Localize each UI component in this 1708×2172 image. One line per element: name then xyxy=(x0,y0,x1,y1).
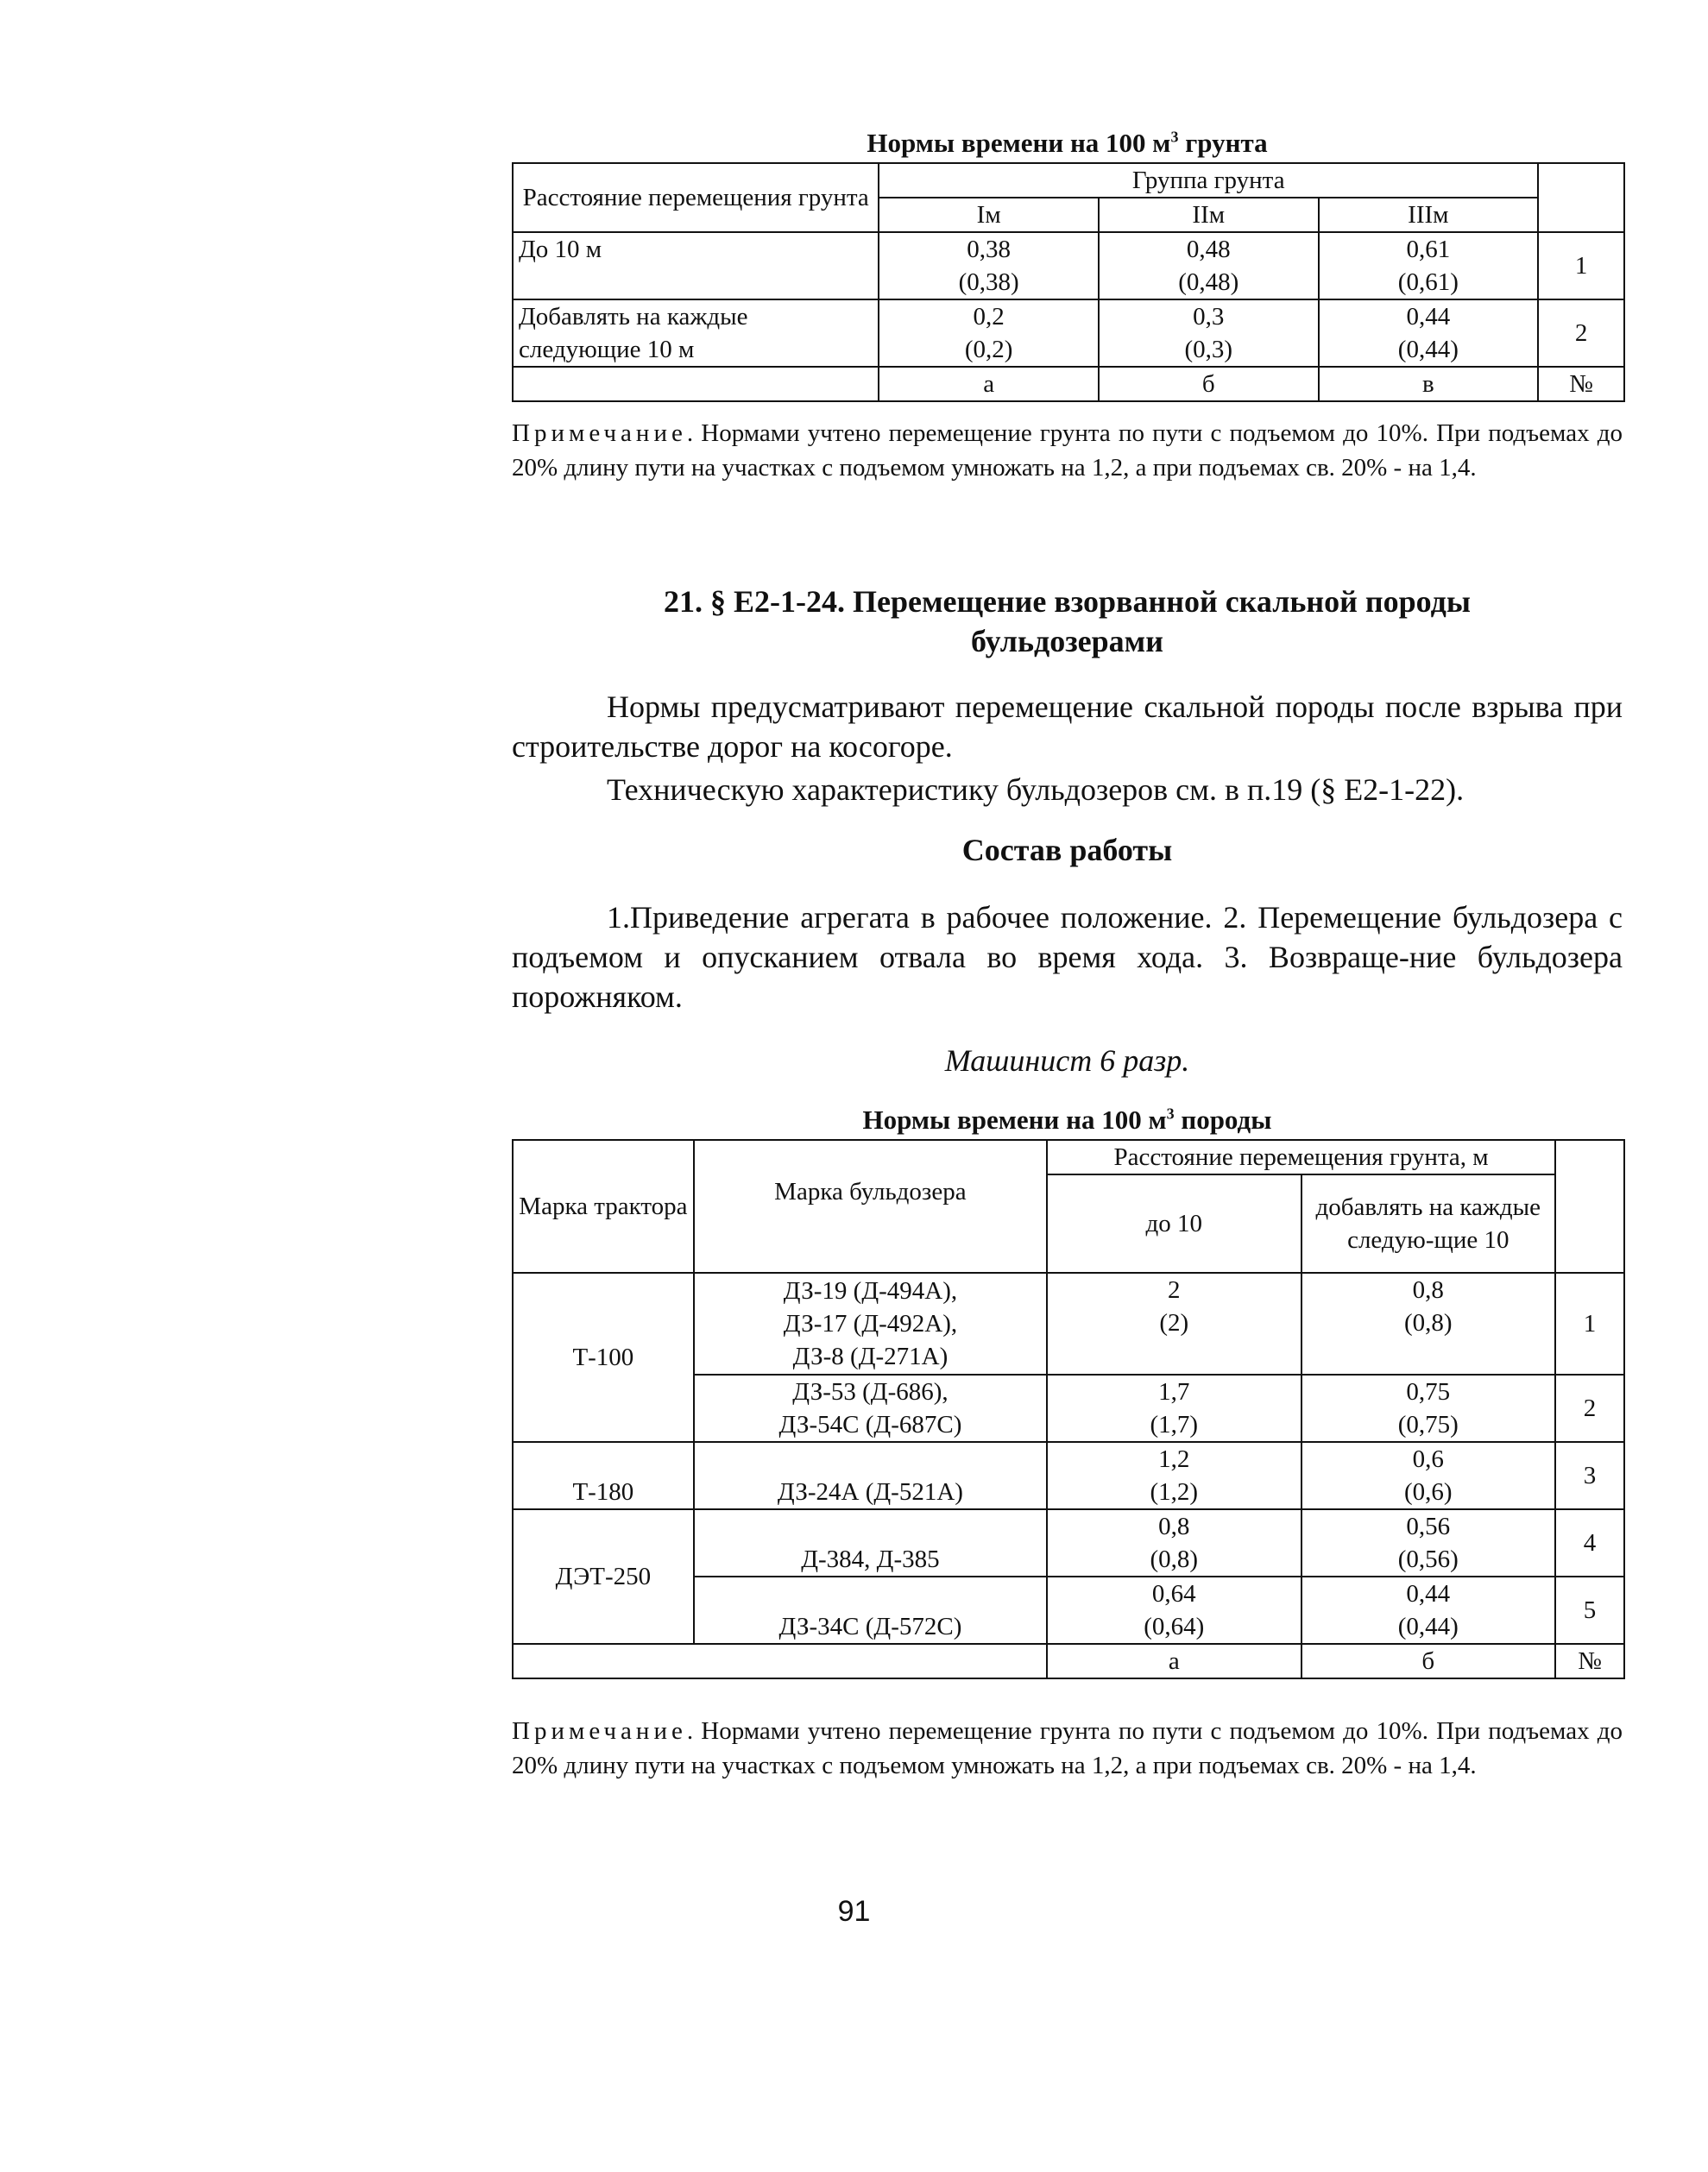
t1-row1-label: До 10 м xyxy=(513,232,879,299)
table1-caption-sup: 3 xyxy=(1170,128,1179,146)
t1-letter-b: б xyxy=(1099,367,1319,401)
t2-bulldozer-cell xyxy=(694,1442,1047,1509)
t2-header-tractor: Марка трактора xyxy=(513,1140,694,1273)
bulldozer-line: ДЗ-17 (Д-492А), xyxy=(783,1310,958,1338)
bulldozer-line: ДЗ-34С (Д-572С) xyxy=(778,1613,962,1640)
t1-row2-cell xyxy=(879,299,1099,367)
cell-alt: (0,75) xyxy=(1397,1411,1459,1439)
cell-alt: (0,61) xyxy=(1397,268,1459,296)
section-title-line1: 21. § Е2-1-24. Перемещение взорванной скальной породы xyxy=(664,584,1471,619)
table2-caption xyxy=(512,1105,1623,1136)
t1-group-2: IIм xyxy=(1099,198,1319,232)
cell-alt: (1,7) xyxy=(1150,1411,1199,1439)
t1-row1-cell xyxy=(1319,232,1539,299)
bulldozer-line: ДЗ-19 (Д-494А), xyxy=(783,1277,958,1305)
work-heading: Состав работы xyxy=(961,833,1173,867)
t2-row-num: 1 xyxy=(1555,1273,1624,1375)
operator-line: Машинист 6 разр. xyxy=(944,1043,1190,1078)
cell-alt: (0,64) xyxy=(1144,1613,1205,1640)
table2-caption-sup: 3 xyxy=(1166,1105,1175,1123)
table-row xyxy=(513,299,1624,367)
table1-caption-text: Нормы времени на 100 м xyxy=(867,128,1171,158)
cell-alt: (0,38) xyxy=(958,268,1019,296)
table1 xyxy=(512,162,1625,402)
table2-caption-text: Нормы времени на 100 м xyxy=(862,1105,1167,1135)
t1-row2-cell xyxy=(1099,299,1319,367)
t2-row-num: 3 xyxy=(1555,1442,1624,1509)
t2-blank xyxy=(694,1644,1047,1678)
table1-caption xyxy=(512,128,1623,159)
section-title xyxy=(512,582,1623,661)
para2: Техническую характеристику бульдозеров см. в п.19 (§ Е2-1-22). xyxy=(607,772,1465,807)
t2-tractor-t180: Т-180 xyxy=(513,1442,694,1509)
t1-header-distance: Расстояние перемещения грунта xyxy=(513,163,879,232)
note2-lead: Примечание xyxy=(512,1717,687,1745)
t2-header-distance: Расстояние перемещения грунта, м xyxy=(1047,1140,1555,1174)
table-row xyxy=(513,1442,1624,1509)
table-row xyxy=(513,1273,1624,1375)
cell-alt: (0,2) xyxy=(964,336,1013,363)
cell-value: 0,8 xyxy=(1158,1513,1190,1540)
t2-header-blank xyxy=(1555,1140,1624,1273)
table2-caption-tail: породы xyxy=(1174,1105,1272,1135)
cell-value: 0,61 xyxy=(1406,236,1451,263)
t2-bulldozer-cell xyxy=(694,1577,1047,1644)
cell-alt: (0,44) xyxy=(1397,1613,1459,1640)
t2-v2-cell xyxy=(1301,1577,1556,1644)
cell-alt: (2) xyxy=(1159,1309,1189,1337)
table1-caption-tail: грунта xyxy=(1178,128,1268,158)
t1-letter-a: а xyxy=(879,367,1099,401)
t2-v1-cell xyxy=(1047,1577,1301,1644)
cell-alt: (0,3) xyxy=(1184,336,1233,363)
t1-row1-num: 1 xyxy=(1538,232,1624,299)
table2 xyxy=(512,1139,1625,1679)
t1-row1-cell xyxy=(879,232,1099,299)
page-number: 91 xyxy=(837,1895,871,1928)
cell-value: 0,2 xyxy=(973,303,1005,331)
bulldozer-line: ДЗ-53 (Д-686), xyxy=(792,1378,949,1406)
t2-num-label: № xyxy=(1555,1644,1624,1678)
note1-lead: Примечание xyxy=(512,419,687,447)
cell-value: 0,56 xyxy=(1406,1513,1451,1540)
t2-v2-cell xyxy=(1301,1273,1556,1375)
t2-v2-cell xyxy=(1301,1375,1556,1442)
section-paragraphs xyxy=(512,687,1623,809)
table-row xyxy=(513,232,1624,299)
cell-alt: (0,44) xyxy=(1397,336,1459,363)
cell-alt: (0,8) xyxy=(1150,1546,1199,1573)
t2-header-upto: до 10 xyxy=(1047,1174,1301,1273)
t2-v1-cell xyxy=(1047,1509,1301,1577)
t2-v1-cell xyxy=(1047,1375,1301,1442)
cell-value: 0,6 xyxy=(1412,1445,1444,1473)
t2-v2-cell xyxy=(1301,1442,1556,1509)
note1 xyxy=(512,416,1623,485)
cell-value: 0,48 xyxy=(1186,236,1231,263)
note2 xyxy=(512,1714,1623,1783)
cell-value: 0,75 xyxy=(1406,1378,1451,1406)
cell-alt: (1,2) xyxy=(1150,1478,1199,1506)
note2-text: . Нормами учтено перемещение грунта по пути с подъемом до 10%. При подъемах до 20% длину пути на участках с подъемом умножать на 1,2, а при подъемах св. 20% - на 1,4. xyxy=(512,1717,1623,1779)
t2-row-num: 4 xyxy=(1555,1509,1624,1577)
t2-v1-cell xyxy=(1047,1273,1301,1375)
work-paragraph xyxy=(512,897,1623,1017)
cell-value: 0,44 xyxy=(1406,303,1451,331)
cell-value: 0,3 xyxy=(1193,303,1225,331)
cell-value: 2 xyxy=(1168,1276,1181,1304)
t1-header-blank xyxy=(1538,163,1624,232)
cell-alt: (0,6) xyxy=(1404,1478,1453,1506)
t1-letter-v: в xyxy=(1319,367,1539,401)
bulldozer-line: ДЗ-8 (Д-271А) xyxy=(792,1343,949,1370)
t2-bulldozer-cell xyxy=(694,1375,1047,1442)
cell-alt: (0,48) xyxy=(1178,268,1239,296)
cell-value: 0,8 xyxy=(1412,1276,1444,1304)
t2-bulldozer-cell xyxy=(694,1509,1047,1577)
t2-row-num: 2 xyxy=(1555,1375,1624,1442)
t1-row2-label: Добавлять на каждые следующие 10 м xyxy=(513,299,879,367)
section-title-line2: бульдозерами xyxy=(971,624,1163,658)
cell-value: 0,38 xyxy=(967,236,1012,263)
cell-alt: (0,56) xyxy=(1397,1546,1459,1573)
t1-row2-cell xyxy=(1319,299,1539,367)
cell-value: 0,64 xyxy=(1151,1580,1196,1608)
t2-letter-b: б xyxy=(1301,1644,1556,1678)
t1-header-group: Группа грунта xyxy=(879,163,1538,198)
t2-header-bulldozer: Марка бульдозера xyxy=(694,1140,1047,1273)
t2-bulldozer-cell xyxy=(694,1273,1047,1375)
bulldozer-line: ДЗ-24А (Д-521А) xyxy=(777,1478,963,1506)
t1-blank xyxy=(513,367,879,401)
t2-tractor-t100: Т-100 xyxy=(513,1273,694,1442)
t1-row2-num: 2 xyxy=(1538,299,1624,367)
t1-group-3: IIIм xyxy=(1319,198,1539,232)
t2-tractor-det250: ДЭТ-250 xyxy=(513,1509,694,1644)
para1: Нормы предусматривают перемещение скальной породы после взрыва при строительстве дорог на косогоре. xyxy=(512,689,1623,764)
note1-text: . Нормами учтено перемещение грунта по пути с подъемом до 10%. При подъемах до 20% длину пути на участках с подъемом умножать на 1,2, а при подъемах св. 20% - на 1,4. xyxy=(512,419,1623,482)
bulldozer-line: ДЗ-54С (Д-687С) xyxy=(778,1411,962,1439)
cell-value: 1,2 xyxy=(1158,1445,1190,1473)
t2-blank xyxy=(513,1644,694,1678)
t2-v1-cell xyxy=(1047,1442,1301,1509)
work-text: 1.Приведение агрегата в рабочее положение. 2. Перемещение бульдозера с подъемом и опусканием отвала во время хода. 3. Возвраще-ние бульдозера порожняком. xyxy=(512,900,1623,1014)
t1-num-label: № xyxy=(1538,367,1624,401)
t2-header-add: добавлять на каждые следую-щие 10 xyxy=(1301,1174,1556,1273)
t2-row-num: 5 xyxy=(1555,1577,1624,1644)
t2-letter-a: а xyxy=(1047,1644,1301,1678)
t1-row1-cell xyxy=(1099,232,1319,299)
t2-v2-cell xyxy=(1301,1509,1556,1577)
cell-value: 0,44 xyxy=(1406,1580,1451,1608)
bulldozer-line: Д-384, Д-385 xyxy=(801,1546,940,1573)
table-row xyxy=(513,1509,1624,1577)
cell-alt: (0,8) xyxy=(1404,1309,1453,1337)
cell-value: 1,7 xyxy=(1158,1378,1190,1406)
t1-group-1: Iм xyxy=(879,198,1099,232)
